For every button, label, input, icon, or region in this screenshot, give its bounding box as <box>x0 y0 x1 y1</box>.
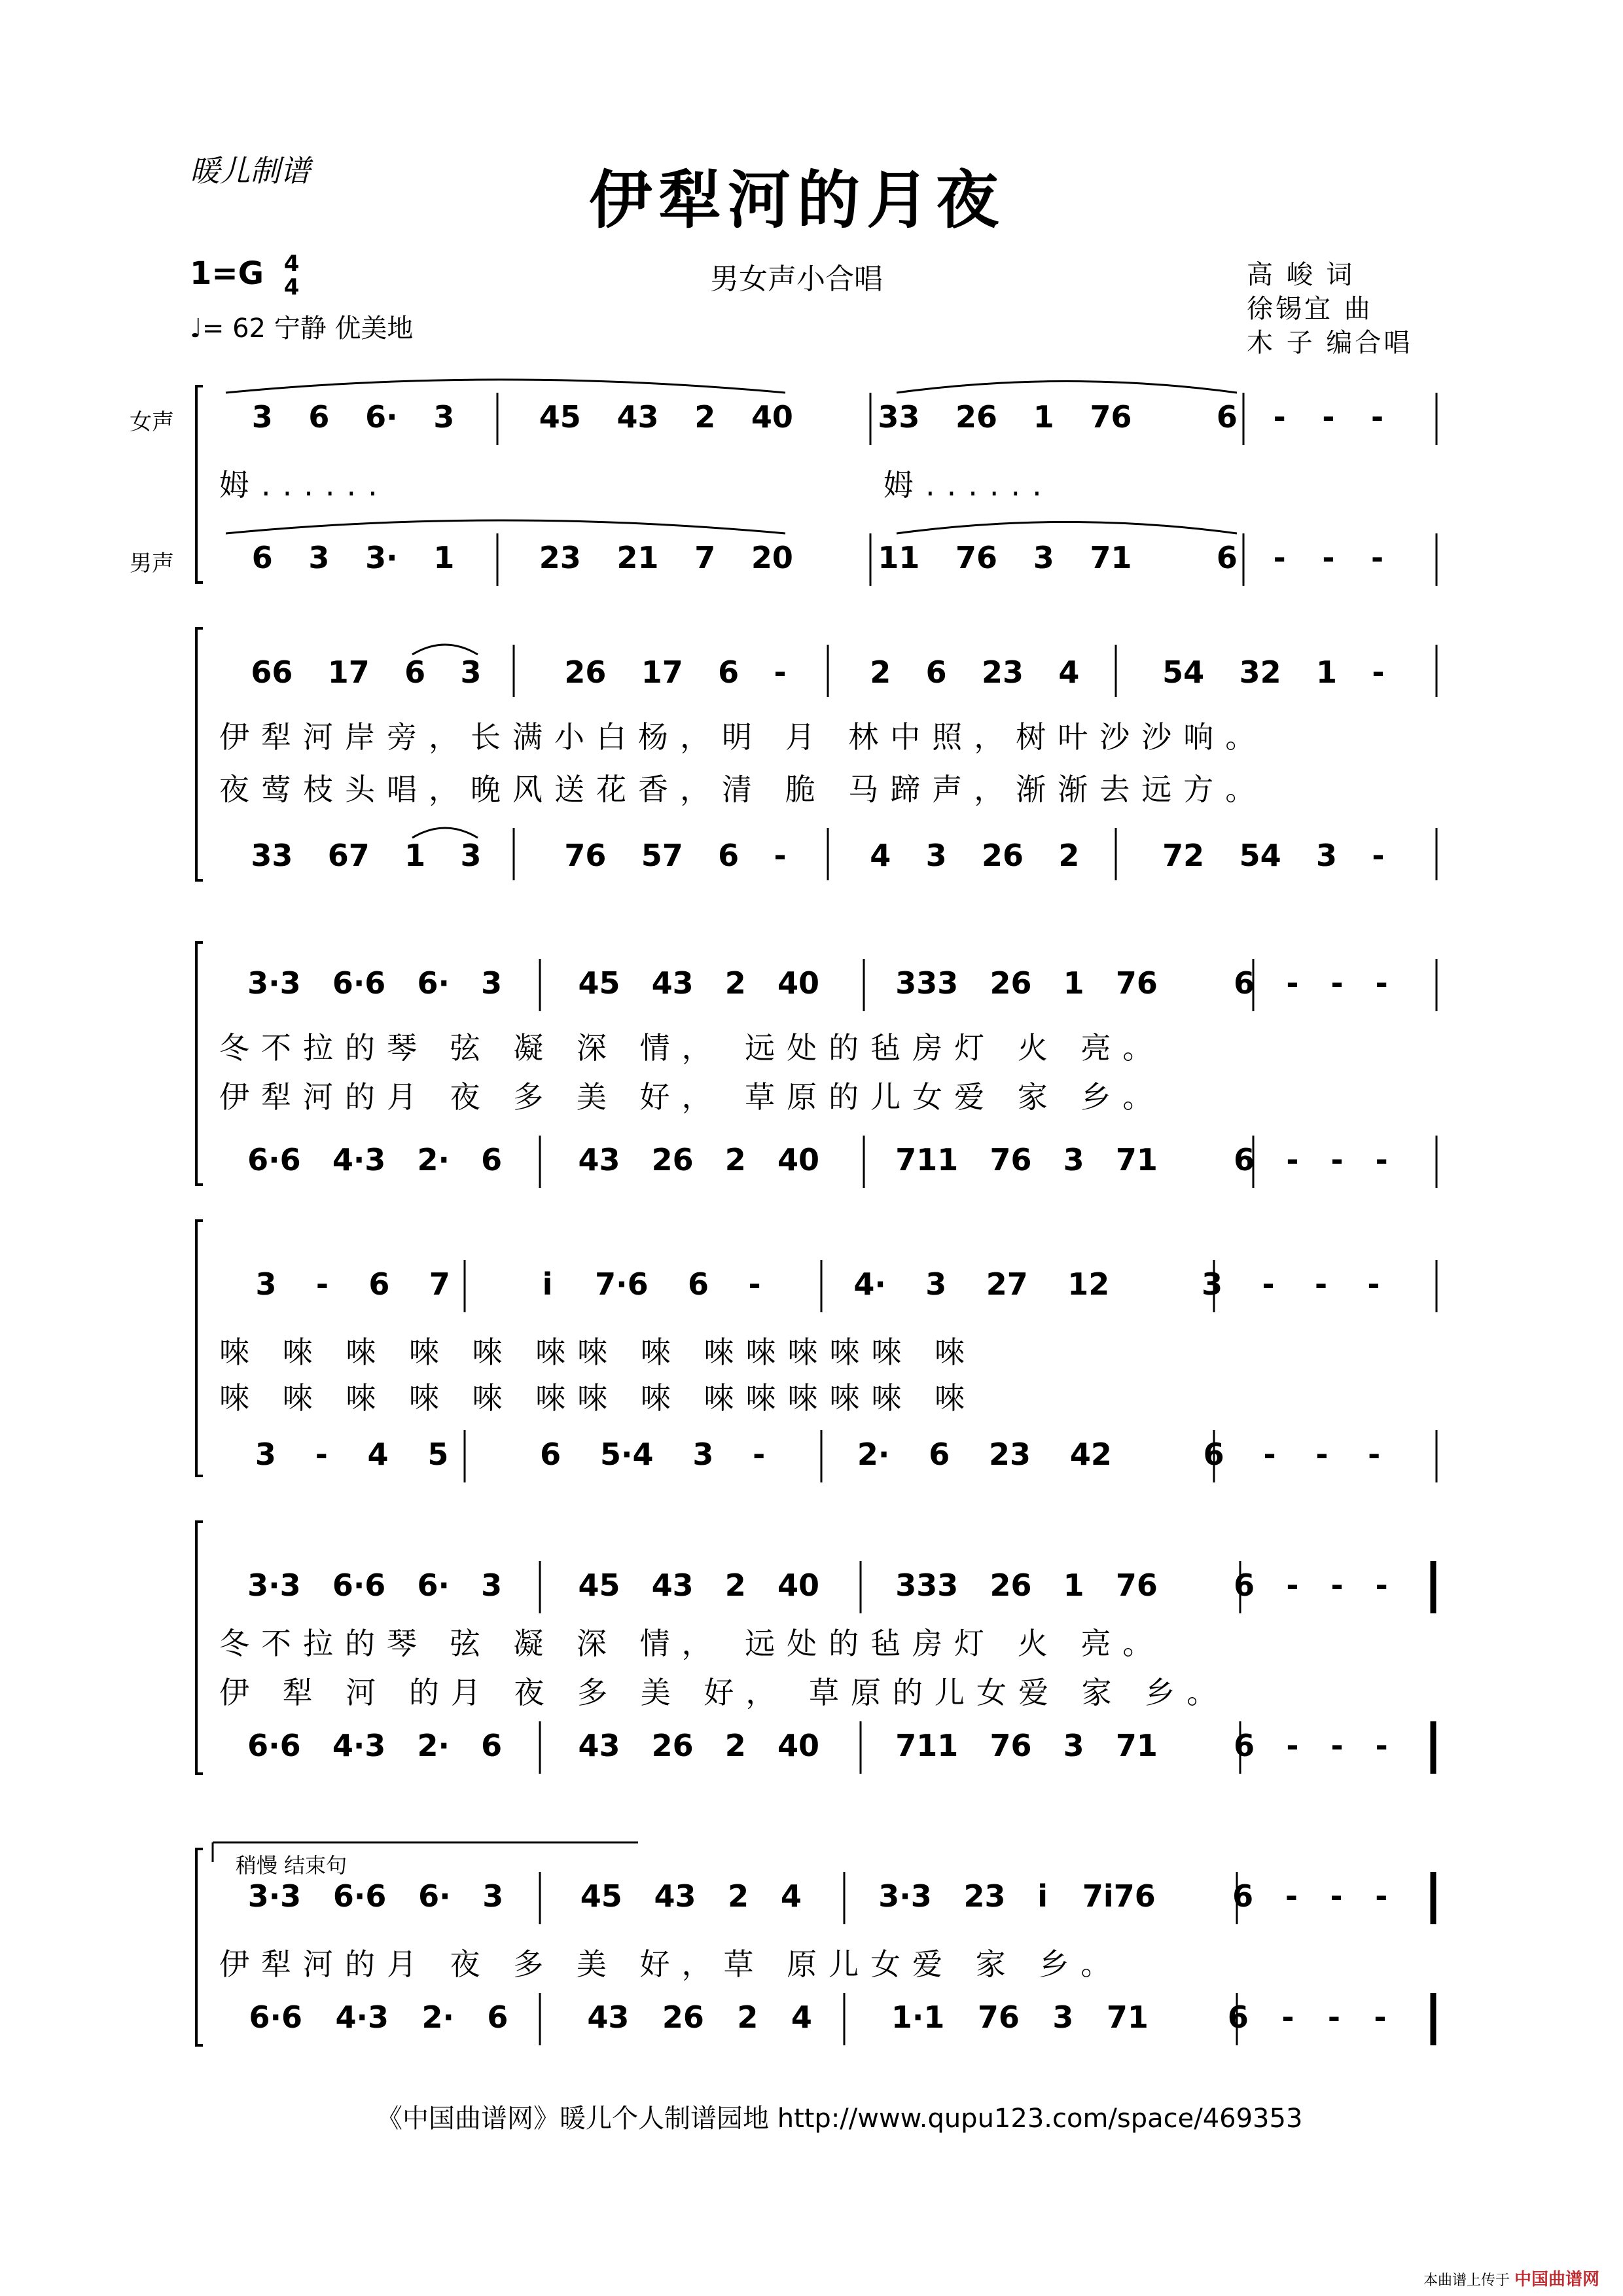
note: 3 <box>255 1266 277 1302</box>
note: 6 <box>1232 1878 1254 1914</box>
note: 17 <box>327 655 370 690</box>
note: - <box>753 1437 766 1472</box>
lyric-4b: 唻 唻 唻 唻 唻 唻唻 唻 唻唻唻唻唻 唻 <box>219 1380 976 1416</box>
note: - <box>774 838 787 873</box>
barline <box>1181 2000 1194 2039</box>
note: 4·3 <box>332 1142 386 1177</box>
barline <box>1420 1437 1433 1476</box>
lyric-2b: 夜莺枝头唱，晚风送花香，清 脆 马蹄声，渐渐去远方。 <box>219 772 1268 807</box>
note: 2 <box>724 965 746 1001</box>
note: 23 <box>989 1437 1031 1472</box>
note: 4 <box>780 1878 802 1914</box>
note: 3 <box>1202 1266 1223 1302</box>
note: 1 <box>433 540 455 575</box>
note: 43 <box>654 1878 696 1914</box>
barline <box>834 1878 847 1918</box>
note: 3 <box>308 540 330 575</box>
note: 6 <box>1234 965 1255 1001</box>
note: 6 <box>1216 399 1238 435</box>
note: 17 <box>641 655 683 690</box>
lyric-3a: 冬不拉的琴 弦 凝 深 情， 远处的毡房灯 火 亮。 <box>219 1030 1165 1066</box>
note: 33 <box>878 399 920 435</box>
barline <box>1420 655 1433 694</box>
note: 21 <box>616 540 659 575</box>
note: 6 <box>251 540 273 575</box>
time-top: 4 <box>283 251 300 277</box>
female-line-5 <box>216 1568 1433 1607</box>
note: 2 <box>1058 838 1080 873</box>
note: 6 <box>718 838 740 873</box>
note: 6· <box>417 965 450 1001</box>
note: 23 <box>963 1878 1006 1914</box>
note: 45 <box>539 399 581 435</box>
barline <box>822 655 835 694</box>
note: 4· <box>853 1266 886 1302</box>
note: 57 <box>641 838 683 873</box>
note: 2 <box>728 1878 749 1914</box>
note: 7 <box>429 1266 450 1302</box>
note: 42 <box>1069 1437 1112 1472</box>
female-line-4 <box>216 1266 1433 1306</box>
score-subtitle: 男女声小合唱 <box>710 262 883 296</box>
barline <box>805 1437 818 1476</box>
note: 6 <box>1203 1437 1224 1472</box>
note: 76 <box>990 1142 1032 1177</box>
note: - <box>1330 965 1344 1001</box>
note: 711 <box>895 1728 959 1763</box>
note: - <box>1368 1437 1381 1472</box>
note: 45 <box>578 1568 620 1603</box>
upload-note-text: 本曲谱上传于 <box>1423 2272 1510 2289</box>
lyric-5b: 伊 犁 河 的月 夜 多 美 好， 草原的儿女爱 家 乡。 <box>219 1675 1229 1710</box>
note: - <box>315 1266 329 1302</box>
note: - <box>774 655 787 690</box>
note: i <box>542 1266 553 1302</box>
note: 23 <box>982 655 1024 690</box>
note: 6·6 <box>249 2000 302 2035</box>
note: - <box>1285 1878 1298 1914</box>
female-voice-label: 女声 <box>130 409 174 435</box>
male-line-6 <box>216 2000 1433 2039</box>
note: 3 <box>1063 1728 1084 1763</box>
lyric-4a: 唻 唻 唻 唻 唻 唻唻 唻 唻唻唻唻唻 唻 <box>219 1335 976 1370</box>
note: 2 <box>694 399 716 435</box>
barline <box>1420 1568 1433 1607</box>
note: - <box>1286 1568 1299 1603</box>
note: 2· <box>417 1728 450 1763</box>
note: - <box>1367 1266 1380 1302</box>
male-line-4 <box>216 1437 1433 1476</box>
time-bottom: 4 <box>283 274 300 300</box>
barline <box>1189 965 1202 1005</box>
note: 6 <box>540 1437 562 1472</box>
barline <box>541 2000 554 2039</box>
note: - <box>1371 399 1384 435</box>
note: 2 <box>724 1142 746 1177</box>
note: 1·1 <box>891 2000 945 2035</box>
note: 43 <box>651 965 694 1001</box>
note: - <box>1315 1437 1329 1472</box>
note: 26 <box>651 1142 694 1177</box>
note: 26 <box>982 838 1024 873</box>
note: 43 <box>578 1728 620 1763</box>
note: 76 <box>977 2000 1020 2035</box>
barline <box>1189 1142 1202 1181</box>
note: 4 <box>1058 655 1080 690</box>
note: 333 <box>895 1568 959 1603</box>
note: 3 <box>255 1437 276 1472</box>
male-line-3 <box>216 1142 1433 1181</box>
note: 6 <box>481 1728 503 1763</box>
female-line-3 <box>216 965 1433 1005</box>
note: - <box>1375 1878 1388 1914</box>
note: 6 <box>368 1266 390 1302</box>
note: i <box>1037 1878 1048 1914</box>
barline <box>1420 1142 1433 1181</box>
note: 6 <box>404 655 426 690</box>
barline <box>1189 1568 1202 1607</box>
upload-note <box>1423 2266 1599 2290</box>
note: - <box>1273 399 1286 435</box>
note: - <box>1375 965 1388 1001</box>
barline <box>801 1266 814 1306</box>
note: 6 <box>308 399 330 435</box>
note: 26 <box>564 655 607 690</box>
barline <box>1420 1728 1433 1767</box>
barline <box>490 1266 503 1306</box>
barline <box>1420 965 1433 1005</box>
barline <box>535 1878 548 1918</box>
note: 6 <box>688 1266 709 1302</box>
barline <box>1420 838 1433 877</box>
note: 4 <box>367 1437 389 1472</box>
note: 6 <box>1227 2000 1249 2035</box>
note: - <box>1263 1437 1276 1472</box>
note: - <box>1330 1142 1344 1177</box>
note: 40 <box>751 399 793 435</box>
note: - <box>1375 1568 1388 1603</box>
note: 3 <box>251 399 273 435</box>
note: - <box>1281 2000 1294 2035</box>
note: 76 <box>990 1728 1032 1763</box>
note: 54 <box>1239 838 1281 873</box>
note: 76 <box>1115 1568 1158 1603</box>
note: 7i76 <box>1082 1878 1156 1914</box>
note: 6 <box>1216 540 1238 575</box>
note: 40 <box>777 1142 819 1177</box>
female-line-6 <box>216 1878 1433 1918</box>
note: 6 <box>1234 1728 1255 1763</box>
note: 26 <box>990 965 1032 1001</box>
note: 2 <box>870 655 891 690</box>
note: 6· <box>418 1878 451 1914</box>
tempo-marking: ♩= 62 宁静 优美地 <box>190 314 414 344</box>
note: 3 <box>925 838 947 873</box>
note: 2· <box>857 1437 890 1472</box>
note: 71 <box>1115 1728 1158 1763</box>
note: 6·6 <box>247 1142 301 1177</box>
note: 2 <box>724 1568 746 1603</box>
note: 32 <box>1239 655 1281 690</box>
note: 54 <box>1162 655 1205 690</box>
note: 26 <box>662 2000 704 2035</box>
note: - <box>1374 2000 1387 2035</box>
note: 3 <box>433 399 455 435</box>
barline <box>1189 1728 1202 1767</box>
note: - <box>1286 1728 1299 1763</box>
lyricist-credit: 高 峻 词 <box>1247 260 1355 290</box>
note: 3 <box>925 1266 947 1302</box>
note: 6·6 <box>247 1728 301 1763</box>
note: 4·3 <box>335 2000 389 2035</box>
note: 12 <box>1067 1266 1110 1302</box>
barline <box>1187 1878 1200 1918</box>
female-line-2 <box>216 655 1433 694</box>
note: - <box>1330 1728 1344 1763</box>
note: 6·6 <box>332 1878 387 1914</box>
barline <box>851 965 864 1005</box>
note: 5 <box>427 1437 449 1472</box>
note: - <box>1322 540 1335 575</box>
barline <box>851 1142 864 1181</box>
score-title: 伊犁河的月夜 <box>589 163 1005 237</box>
note: 26 <box>990 1568 1032 1603</box>
barline <box>822 838 835 877</box>
score-maker: 暖儿制谱 <box>190 153 310 188</box>
barline <box>516 655 529 694</box>
barline <box>1168 540 1181 579</box>
note: 3·3 <box>247 1568 301 1603</box>
note: - <box>1322 399 1335 435</box>
barline <box>1420 1878 1433 1918</box>
note: 7·6 <box>595 1266 649 1302</box>
note: 2· <box>417 1142 450 1177</box>
barline <box>829 399 842 439</box>
note: 71 <box>1090 540 1132 575</box>
note: - <box>1314 1266 1328 1302</box>
barline <box>533 1568 546 1607</box>
note: 33 <box>251 838 293 873</box>
note: 40 <box>777 965 819 1001</box>
note: - <box>1330 1568 1344 1603</box>
note: 20 <box>751 540 793 575</box>
note: 45 <box>578 965 620 1001</box>
note: 3 <box>481 965 503 1001</box>
lyric-3b: 伊犁河的月 夜 多 美 好， 草原的儿女爱 家 乡。 <box>219 1079 1165 1115</box>
note: 3 <box>482 1878 504 1914</box>
note: 3 <box>1052 2000 1074 2035</box>
male-line-2 <box>216 838 1433 877</box>
note: 43 <box>578 1142 620 1177</box>
note: 3 <box>1063 1142 1084 1177</box>
note: 2· <box>421 2000 454 2035</box>
barline <box>490 540 503 579</box>
note: 3 <box>692 1437 714 1472</box>
barline <box>1149 1266 1162 1306</box>
note: 2 <box>737 2000 758 2035</box>
note: 3·3 <box>247 965 301 1001</box>
note: 6 <box>1234 1568 1255 1603</box>
note: 23 <box>539 540 581 575</box>
note: 3 <box>460 838 482 873</box>
barline <box>533 1728 546 1767</box>
note: 1 <box>1033 399 1054 435</box>
barline <box>1420 2000 1433 2039</box>
barline <box>516 838 529 877</box>
note: - <box>1286 965 1299 1001</box>
note: 6· <box>365 399 398 435</box>
note: 40 <box>777 1568 819 1603</box>
note: 3· <box>365 540 398 575</box>
note: 66 <box>251 655 293 690</box>
note: 3 <box>1033 540 1054 575</box>
lyric-6a: 伊犁河的月 夜 多 美 好，草 原儿女爱 家 乡。 <box>219 1946 1123 1982</box>
lyric-1a: 姆...... <box>219 467 389 503</box>
note: 6· <box>417 1568 450 1603</box>
barline <box>851 1568 864 1607</box>
note: 333 <box>895 965 959 1001</box>
note: - <box>1273 540 1286 575</box>
note: 71 <box>1115 1142 1158 1177</box>
note: 6 <box>487 2000 508 2035</box>
note: 67 <box>327 838 370 873</box>
ending-direction: 稍慢 结束句 <box>236 1853 348 1878</box>
arranger-credit: 木 子 编合唱 <box>1247 328 1413 358</box>
lyric-5a: 冬不拉的琴 弦 凝 深 情， 远处的毡房灯 火 亮。 <box>219 1626 1165 1661</box>
note: 76 <box>1115 965 1158 1001</box>
note: 40 <box>777 1728 819 1763</box>
barline <box>1115 655 1128 694</box>
note: 6 <box>718 655 740 690</box>
note: 71 <box>1106 2000 1149 2035</box>
note: 3·3 <box>247 1878 302 1914</box>
note: 4·3 <box>332 1728 386 1763</box>
note: 711 <box>895 1142 959 1177</box>
note: 1 <box>1315 655 1337 690</box>
footer-source: 《中国曲谱网》暖儿个人制谱园地 http://www.qupu123.com/space/469353 <box>376 2104 1303 2134</box>
note: 6 <box>929 1437 950 1472</box>
barline <box>1168 399 1181 439</box>
female-line-1 <box>216 399 1433 439</box>
note: 76 <box>1090 399 1132 435</box>
note: 1 <box>404 838 426 873</box>
note: 6·6 <box>332 965 386 1001</box>
barline <box>1420 399 1433 439</box>
barline <box>1420 1266 1433 1306</box>
lyric-1b: 姆...... <box>883 467 1054 503</box>
barline <box>829 540 842 579</box>
barline <box>533 965 546 1005</box>
note: 76 <box>955 540 998 575</box>
note: 26 <box>651 1728 694 1763</box>
note: 4 <box>791 2000 812 2035</box>
note: - <box>1371 540 1384 575</box>
note: 4 <box>870 838 891 873</box>
barline <box>488 1437 501 1476</box>
barline <box>845 2000 858 2039</box>
note: 43 <box>651 1568 694 1603</box>
note: 6·6 <box>332 1568 386 1603</box>
note: 5·4 <box>599 1437 654 1472</box>
note: 1 <box>1063 965 1084 1001</box>
male-line-5 <box>216 1728 1433 1767</box>
note: 72 <box>1162 838 1205 873</box>
note: 3·3 <box>878 1878 932 1914</box>
note: - <box>1262 1266 1275 1302</box>
note: - <box>1330 1878 1343 1914</box>
male-voice-label: 男声 <box>130 550 174 577</box>
note: 6 <box>1234 1142 1255 1177</box>
barline <box>1151 1437 1164 1476</box>
note: 2 <box>724 1728 746 1763</box>
note: - <box>1286 1142 1299 1177</box>
barline <box>851 1728 864 1767</box>
note: - <box>1372 655 1385 690</box>
note: - <box>1372 838 1385 873</box>
barline <box>533 1142 546 1181</box>
note: - <box>315 1437 328 1472</box>
barline <box>1420 540 1433 579</box>
note: - <box>1375 1142 1388 1177</box>
site-brand: 中国曲谱网 <box>1514 2270 1600 2289</box>
note: 43 <box>616 399 659 435</box>
note: 6 <box>481 1142 503 1177</box>
note: - <box>1375 1728 1388 1763</box>
note: 45 <box>580 1878 622 1914</box>
male-line-1 <box>216 540 1433 579</box>
lyric-2a: 伊犁河岸旁，长满小白杨，明 月 林中照，树叶沙沙响。 <box>219 719 1268 755</box>
note: 6 <box>925 655 947 690</box>
note: 11 <box>878 540 920 575</box>
note: 7 <box>694 540 716 575</box>
barline <box>490 399 503 439</box>
note: 43 <box>587 2000 630 2035</box>
note: 3 <box>1315 838 1337 873</box>
composer-credit: 徐锡宜 曲 <box>1247 294 1373 324</box>
note: 3 <box>460 655 482 690</box>
note: 76 <box>564 838 607 873</box>
note: 27 <box>986 1266 1028 1302</box>
key-text: 1=G <box>190 255 264 292</box>
note: 1 <box>1063 1568 1084 1603</box>
note: 26 <box>955 399 998 435</box>
barline <box>1115 838 1128 877</box>
note: - <box>748 1266 761 1302</box>
note: 3 <box>481 1568 503 1603</box>
note: - <box>1327 2000 1340 2035</box>
